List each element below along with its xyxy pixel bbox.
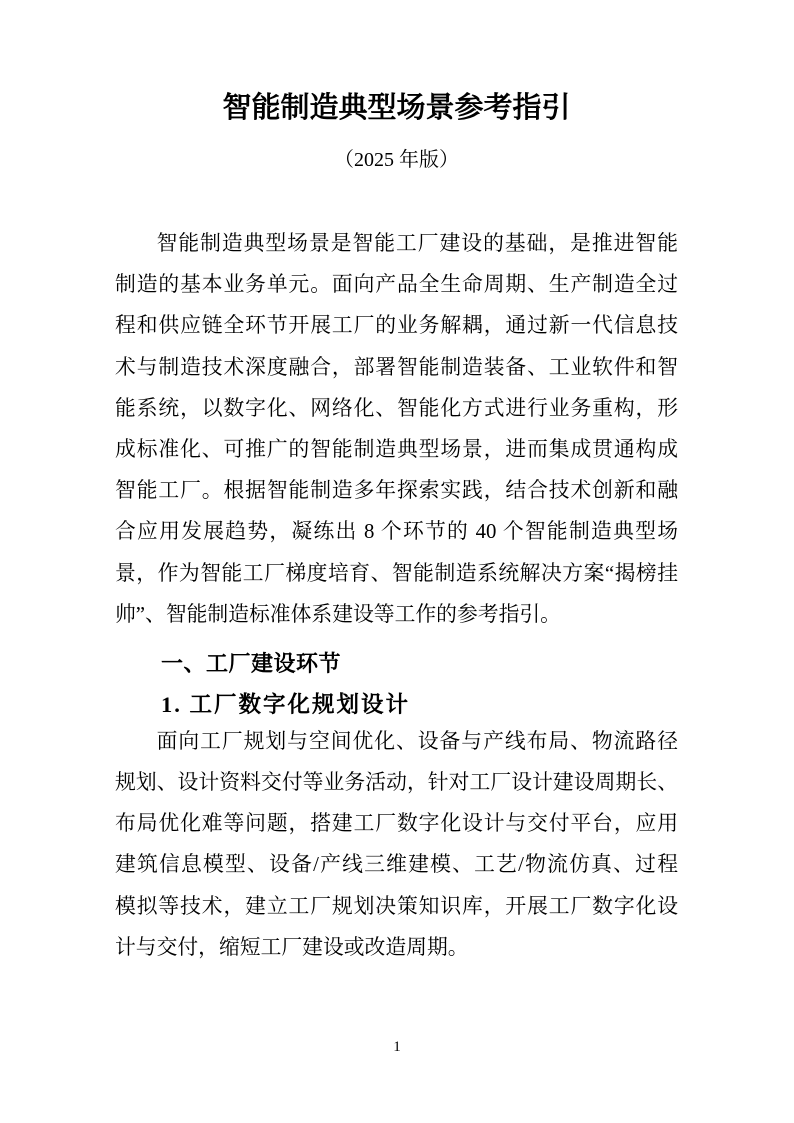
paragraph-line: 智能工厂。根据智能制造多年探索实践，结合技术创新和融: [115, 479, 678, 503]
intro-paragraph: [115, 223, 678, 635]
paragraph-line: 景，作为智能工厂梯度培育、智能制造系统解决方案“揭榜挂: [115, 561, 678, 585]
paragraph-line: 合应用发展趋势，凝练出 8 个环节的 40 个智能制造典型场: [115, 520, 678, 544]
paragraph-line: 面向工厂规划与空间优化、设备与产线布局、物流路径: [156, 729, 678, 753]
paragraph-line: 建筑信息模型、设备/产线三维建模、工艺/物流仿真、过程: [115, 853, 678, 877]
paragraph-line: 程和供应链全环节开展工厂的业务解耦，通过新一代信息技: [115, 314, 678, 338]
paragraph-line: 帅”、智能制造标准体系建设等工作的参考指引。: [115, 602, 561, 626]
paragraph-line: 模拟等技术，建立工厂规划决策知识库，开展工厂数字化设: [115, 894, 678, 918]
paragraph-line: 能系统，以数字化、网络化、智能化方式进行业务重构，形: [115, 396, 678, 420]
section-heading: 一、工厂建设环节: [161, 650, 342, 676]
paragraph-line: 术与制造技术深度融合，部署智能制造装备、工业软件和智: [115, 355, 678, 379]
document-title: 智能制造典型场景参考指引: [222, 92, 571, 124]
document-subtitle: （2025 年版）: [334, 149, 459, 171]
paragraph-line: 智能制造典型场景是智能工厂建设的基础，是推进智能: [156, 232, 678, 255]
document-content: [115, 0, 678, 968]
paragraph-line: 计与交付，缩短工厂建设或改造周期。: [115, 935, 469, 959]
paragraph-line: 布局优化难等问题，搭建工厂数字化设计与交付平台，应用: [115, 812, 678, 836]
page-number: 1: [393, 1039, 401, 1055]
paragraph-line: 成标准化、可推广的智能制造典型场景，进而集成贯通构成: [115, 437, 678, 461]
subsection-heading: 1. 工厂数字化规划设计: [161, 691, 411, 717]
section-paragraph: [115, 721, 678, 968]
paragraph-line: 规划、设计资料交付等业务活动，针对工厂设计建设周期长、: [115, 771, 678, 795]
paragraph-line: 制造的基本业务单元。面向产品全生命周期、生产制造全过: [115, 273, 678, 297]
